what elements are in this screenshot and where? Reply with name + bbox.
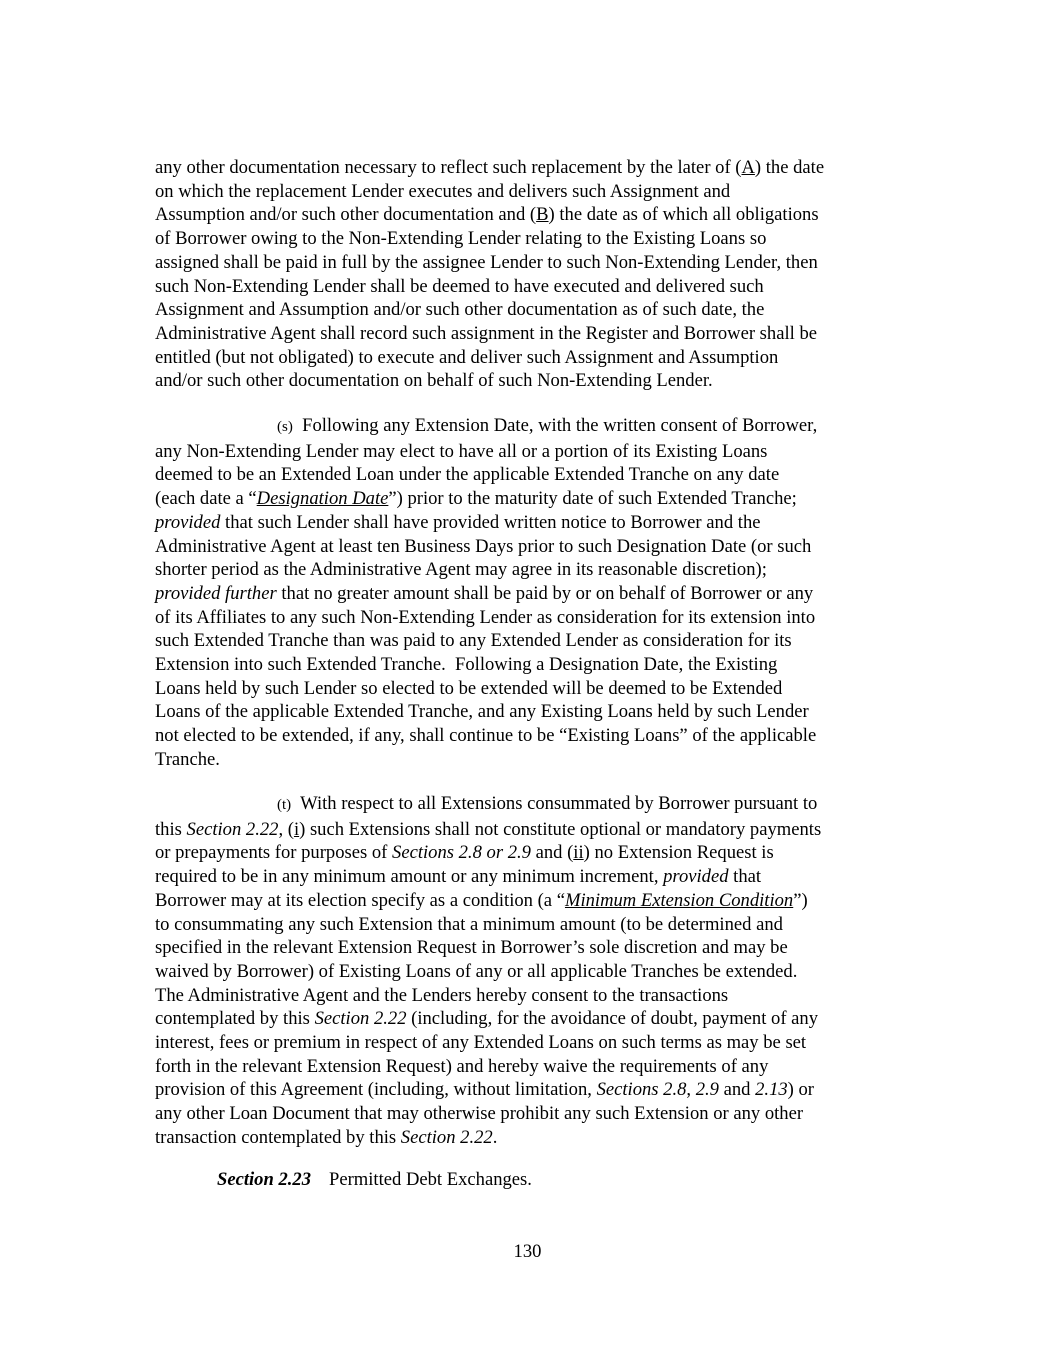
text-line: Borrower may at its election specify as a condition (a “Minimum Extension Condition”) [155, 889, 808, 911]
text-line: provided that such Lender shall have provided written notice to Borrower and the [155, 511, 761, 533]
paragraph-s [155, 414, 905, 772]
text-line: this Section 2.22, (i) such Extensions shall not constitute optional or mandatory payments [155, 818, 822, 840]
text-line: (s) Following any Extension Date, with the written consent of Borrower, [277, 415, 818, 436]
text-line: contemplated by this Section 2.22 (including, for the avoidance of doubt, payment of any [155, 1008, 819, 1030]
text-line: entitled (but not obligated) to execute and deliver such Assignment and Assumption [155, 346, 779, 368]
text-line: deemed to be an Extended Loan under the applicable Extended Tranche on any date [155, 464, 780, 486]
text-line: any other Loan Document that may otherwise prohibit any such Extension or any other [155, 1103, 804, 1125]
text-line: provision of this Agreement (including, without limitation, Sections 2.8, 2.9 and 2.13) or [155, 1079, 815, 1101]
text-line: not elected to be extended, if any, shall continue to be “Existing Loans” of the applicable [155, 725, 817, 747]
text-line: Loans held by such Lender so elected to be extended will be deemed to be Extended [155, 677, 783, 699]
text-line: provided further that no greater amount shall be paid by or on behalf of Borrower or any [155, 582, 814, 604]
text-line: shorter period as the Administrative Agent may agree in its reasonable discretion); [155, 559, 767, 581]
text-line: assigned shall be paid in full by the assignee Lender to such Non-Extending Lender, then [155, 251, 818, 273]
paragraph-label: (t) [277, 797, 292, 813]
text-line: of its Affiliates to any such Non-Extending Lender as consideration for its extension into [155, 606, 816, 628]
defined-term: Designation Date [256, 488, 389, 510]
text-line: Administrative Agent at least ten Business Days prior to such Designation Date (or such [155, 535, 812, 557]
page-number: 130 [513, 1241, 542, 1262]
text-line: specified in the relevant Extension Request in Borrower’s sole discretion and may be [155, 937, 788, 959]
text-line: transaction contemplated by this Section 2.22. [155, 1126, 498, 1148]
text-line: of Borrower owing to the Non-Extending Lender relating to the Existing Loans so [155, 228, 767, 250]
section-heading [217, 1168, 532, 1192]
text-line: (t) With respect to all Extensions consummated by Borrower pursuant to [277, 793, 818, 814]
text-line: such Extended Tranche than was paid to any Extended Lender as consideration for its [155, 630, 792, 652]
text-line: Administrative Agent shall record such assignment in the Register and Borrower shall be [155, 322, 817, 344]
text-line: such Non-Extending Lender shall be deemed to have executed and delivered such [155, 275, 764, 297]
text-line: any Non-Extending Lender may elect to have all or a portion of its Existing Loans [155, 440, 768, 462]
text-line: Loans of the applicable Extended Tranche, and any Existing Loans held by such Lender [155, 701, 809, 723]
paragraph-continuation [155, 156, 905, 393]
text-line: and/or such other documentation on behalf of such Non-Extending Lender. [155, 370, 713, 392]
text-line: The Administrative Agent and the Lenders hereby consent to the transactions [155, 984, 729, 1006]
text-line: Assignment and Assumption and/or such other documentation as of such date, the [155, 299, 765, 321]
text-line: (each date a “Designation Date”) prior to the maturity date of such Extended Tranche; [155, 488, 797, 510]
text-line: required to be in any minimum amount or any minimum increment, provided that [155, 866, 762, 888]
text-line: Tranche. [155, 748, 220, 770]
text-line: Extension into such Extended Tranche. Following a Designation Date, the Existing [155, 654, 778, 676]
section-title: Permitted Debt Exchanges. [329, 1169, 532, 1190]
text-line: to consummating any such Extension that a minimum amount (to be determined and [155, 913, 783, 935]
text-line: Assumption and/or such other documentation and (B) the date as of which all obligations [155, 204, 819, 226]
section-number: Section 2.23 [217, 1169, 312, 1190]
paragraph-t [155, 792, 905, 1150]
text-line: waived by Borrower) of Existing Loans of any or all applicable Tranches be extended. [155, 960, 798, 982]
text-line: any other documentation necessary to reflect such replacement by the later of (A) the date [155, 157, 825, 178]
text-line: forth in the relevant Extension Request) and hereby waive the requirements of any [155, 1055, 769, 1077]
text-line: or prepayments for purposes of Sections 2.8 or 2.9 and (ii) no Extension Request is [155, 842, 774, 864]
text-line: on which the replacement Lender executes and delivers such Assignment and [155, 180, 731, 202]
paragraph-label: (s) [277, 419, 293, 435]
text-line: interest, fees or premium in respect of any Extended Loans on such terms as may be set [155, 1032, 807, 1054]
defined-term: Minimum Extension Condition [564, 889, 794, 911]
